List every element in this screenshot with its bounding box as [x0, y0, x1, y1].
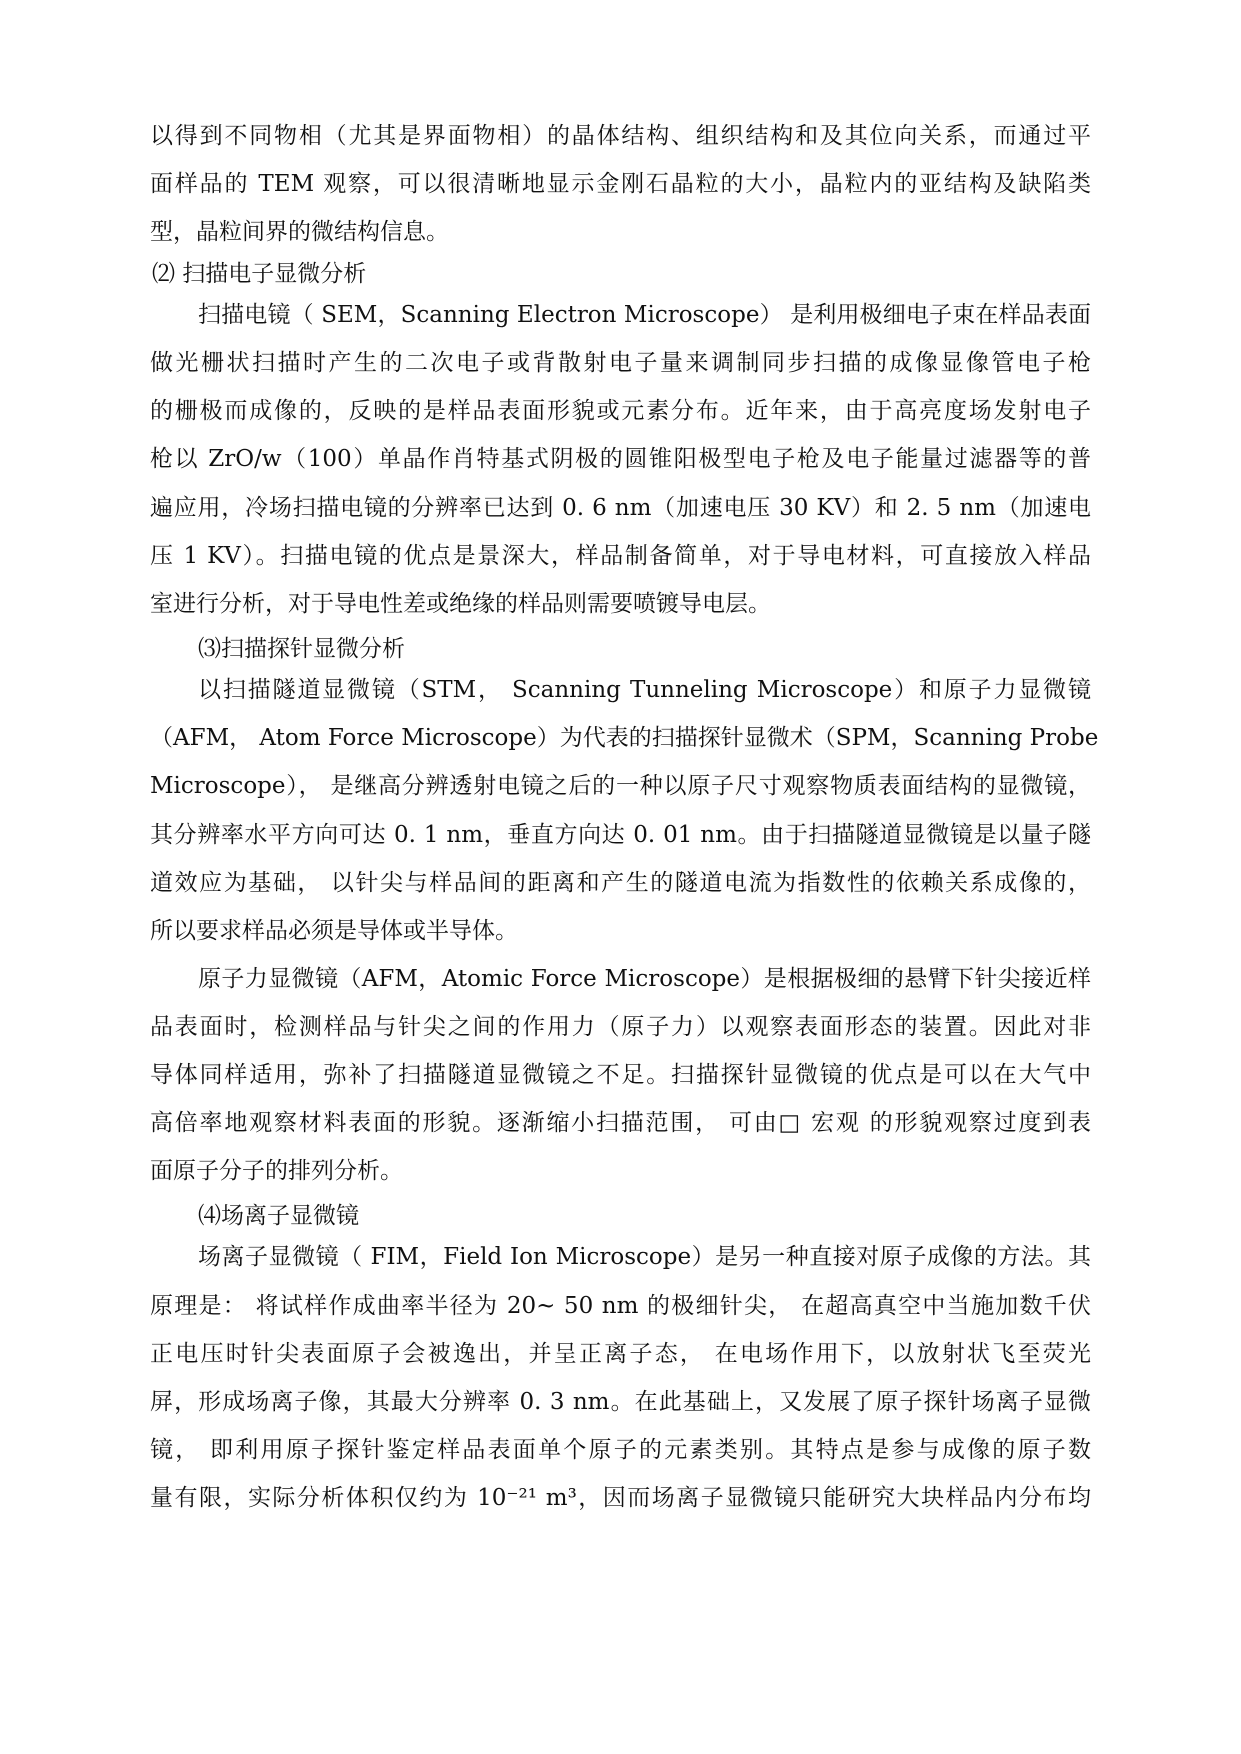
section-heading-fim: ⑷场离子显微镜	[198, 1203, 359, 1229]
text-line: Microscope）， 是继高分辨透射电镜之后的一种以原子尺寸观察物质表面结构的显微镜，	[150, 773, 1091, 799]
text-line: 量有限，实际分析体积仅约为 10⁻²¹ m³，因而场离子显微镜只能研究大块样品内分布均	[150, 1485, 1091, 1511]
text-line: 面原子分子的排列分析。	[150, 1158, 403, 1184]
text-line: 镜， 即利用原子探针鉴定样品表面单个原子的元素类别。其特点是参与成像的原子数	[150, 1437, 1091, 1463]
text-line: 以得到不同物相（尤其是界面物相）的晶体结构、组织结构和及其位向关系，而通过平	[150, 123, 1091, 149]
text-line: 型，晶粒间界的微结构信息。	[150, 219, 449, 245]
text-line: 原理是： 将试样作成曲率半径为 20~ 50 nm 的极细针尖， 在超高真空中当施加数千伏	[150, 1293, 1091, 1319]
text-line: 道效应为基础， 以针尖与样品间的距离和产生的隧道电流为指数性的依赖关系成像的，	[150, 870, 1091, 896]
text-line: 品表面时，检测样品与针尖之间的作用力（原子力）以观察表面形态的装置。因此对非	[150, 1014, 1091, 1040]
text-line: 室进行分析，对于导电性差或绝缘的样品则需要喷镀导电层。	[150, 591, 771, 617]
text-line: 遍应用，冷场扫描电镜的分辨率已达到 0. 6 nm（加速电压 30 KV）和 2. 5 nm（加速电	[150, 495, 1091, 521]
text-line: 导体同样适用，弥补了扫描隧道显微镜之不足。扫描探针显微镜的优点是可以在大气中	[150, 1062, 1091, 1088]
text-line: 的栅极而成像的，反映的是样品表面形貌或元素分布。近年来，由于高亮度场发射电子	[150, 398, 1091, 424]
text-line: 正电压时针尖表面原子会被逸出，并呈正离子态， 在电场作用下，以放射状飞至荧光	[150, 1341, 1091, 1367]
text-line: 原子力显微镜（AFM，Atomic Force Microscope）是根据极细的悬臂下针尖接近样	[198, 966, 1091, 992]
text-line: 其分辨率水平方向可达 0. 1 nm，垂直方向达 0. 01 nm。由于扫描隧道显微镜是以量子隧	[150, 822, 1091, 848]
text-line: 做光栅状扫描时产生的二次电子或背散射电子量来调制同步扫描的成像显像管电子枪	[150, 350, 1091, 376]
text-line: 高倍率地观察材料表面的形貌。逐渐缩小扫描范围， 可由□ 宏观 的形貌观察过度到表	[150, 1110, 1091, 1136]
text-line: 面样品的 TEM 观察，可以很清晰地显示金刚石晶粒的大小，晶粒内的亚结构及缺陷类	[150, 171, 1091, 197]
text-line: 场离子显微镜（ FIM，Field Ion Microscope）是另一种直接对原子成像的方法。其	[198, 1244, 1091, 1270]
section-heading-spm: ⑶扫描探针显微分析	[198, 636, 405, 662]
text-line: 屏，形成场离子像，其最大分辨率 0. 3 nm。在此基础上，又发展了原子探针场离子显微	[150, 1389, 1091, 1415]
text-line: 所以要求样品必须是导体或半导体。	[150, 918, 518, 944]
text-line: 压 1 KV）。扫描电镜的优点是景深大，样品制备简单，对于导电材料，可直接放入样品	[150, 543, 1091, 569]
text-line: 扫描电镜（ SEM，Scanning Electron Microscope） 是利用极细电子束在样品表面	[198, 302, 1091, 328]
section-heading-sem: ⑵ 扫描电子显微分析	[152, 261, 367, 287]
text-line: 枪以 ZrO/w（100）单晶作肖特基式阴极的圆锥阳极型电子枪及电子能量过滤器等的普	[150, 446, 1091, 472]
text-line: （AFM， Atom Force Microscope）为代表的扫描探针显微术（SPM，Scanning Probe	[150, 725, 1099, 751]
text-line: 以扫描隧道显微镜（STM， Scanning Tunneling Microscope）和原子力显微镜	[198, 677, 1091, 703]
